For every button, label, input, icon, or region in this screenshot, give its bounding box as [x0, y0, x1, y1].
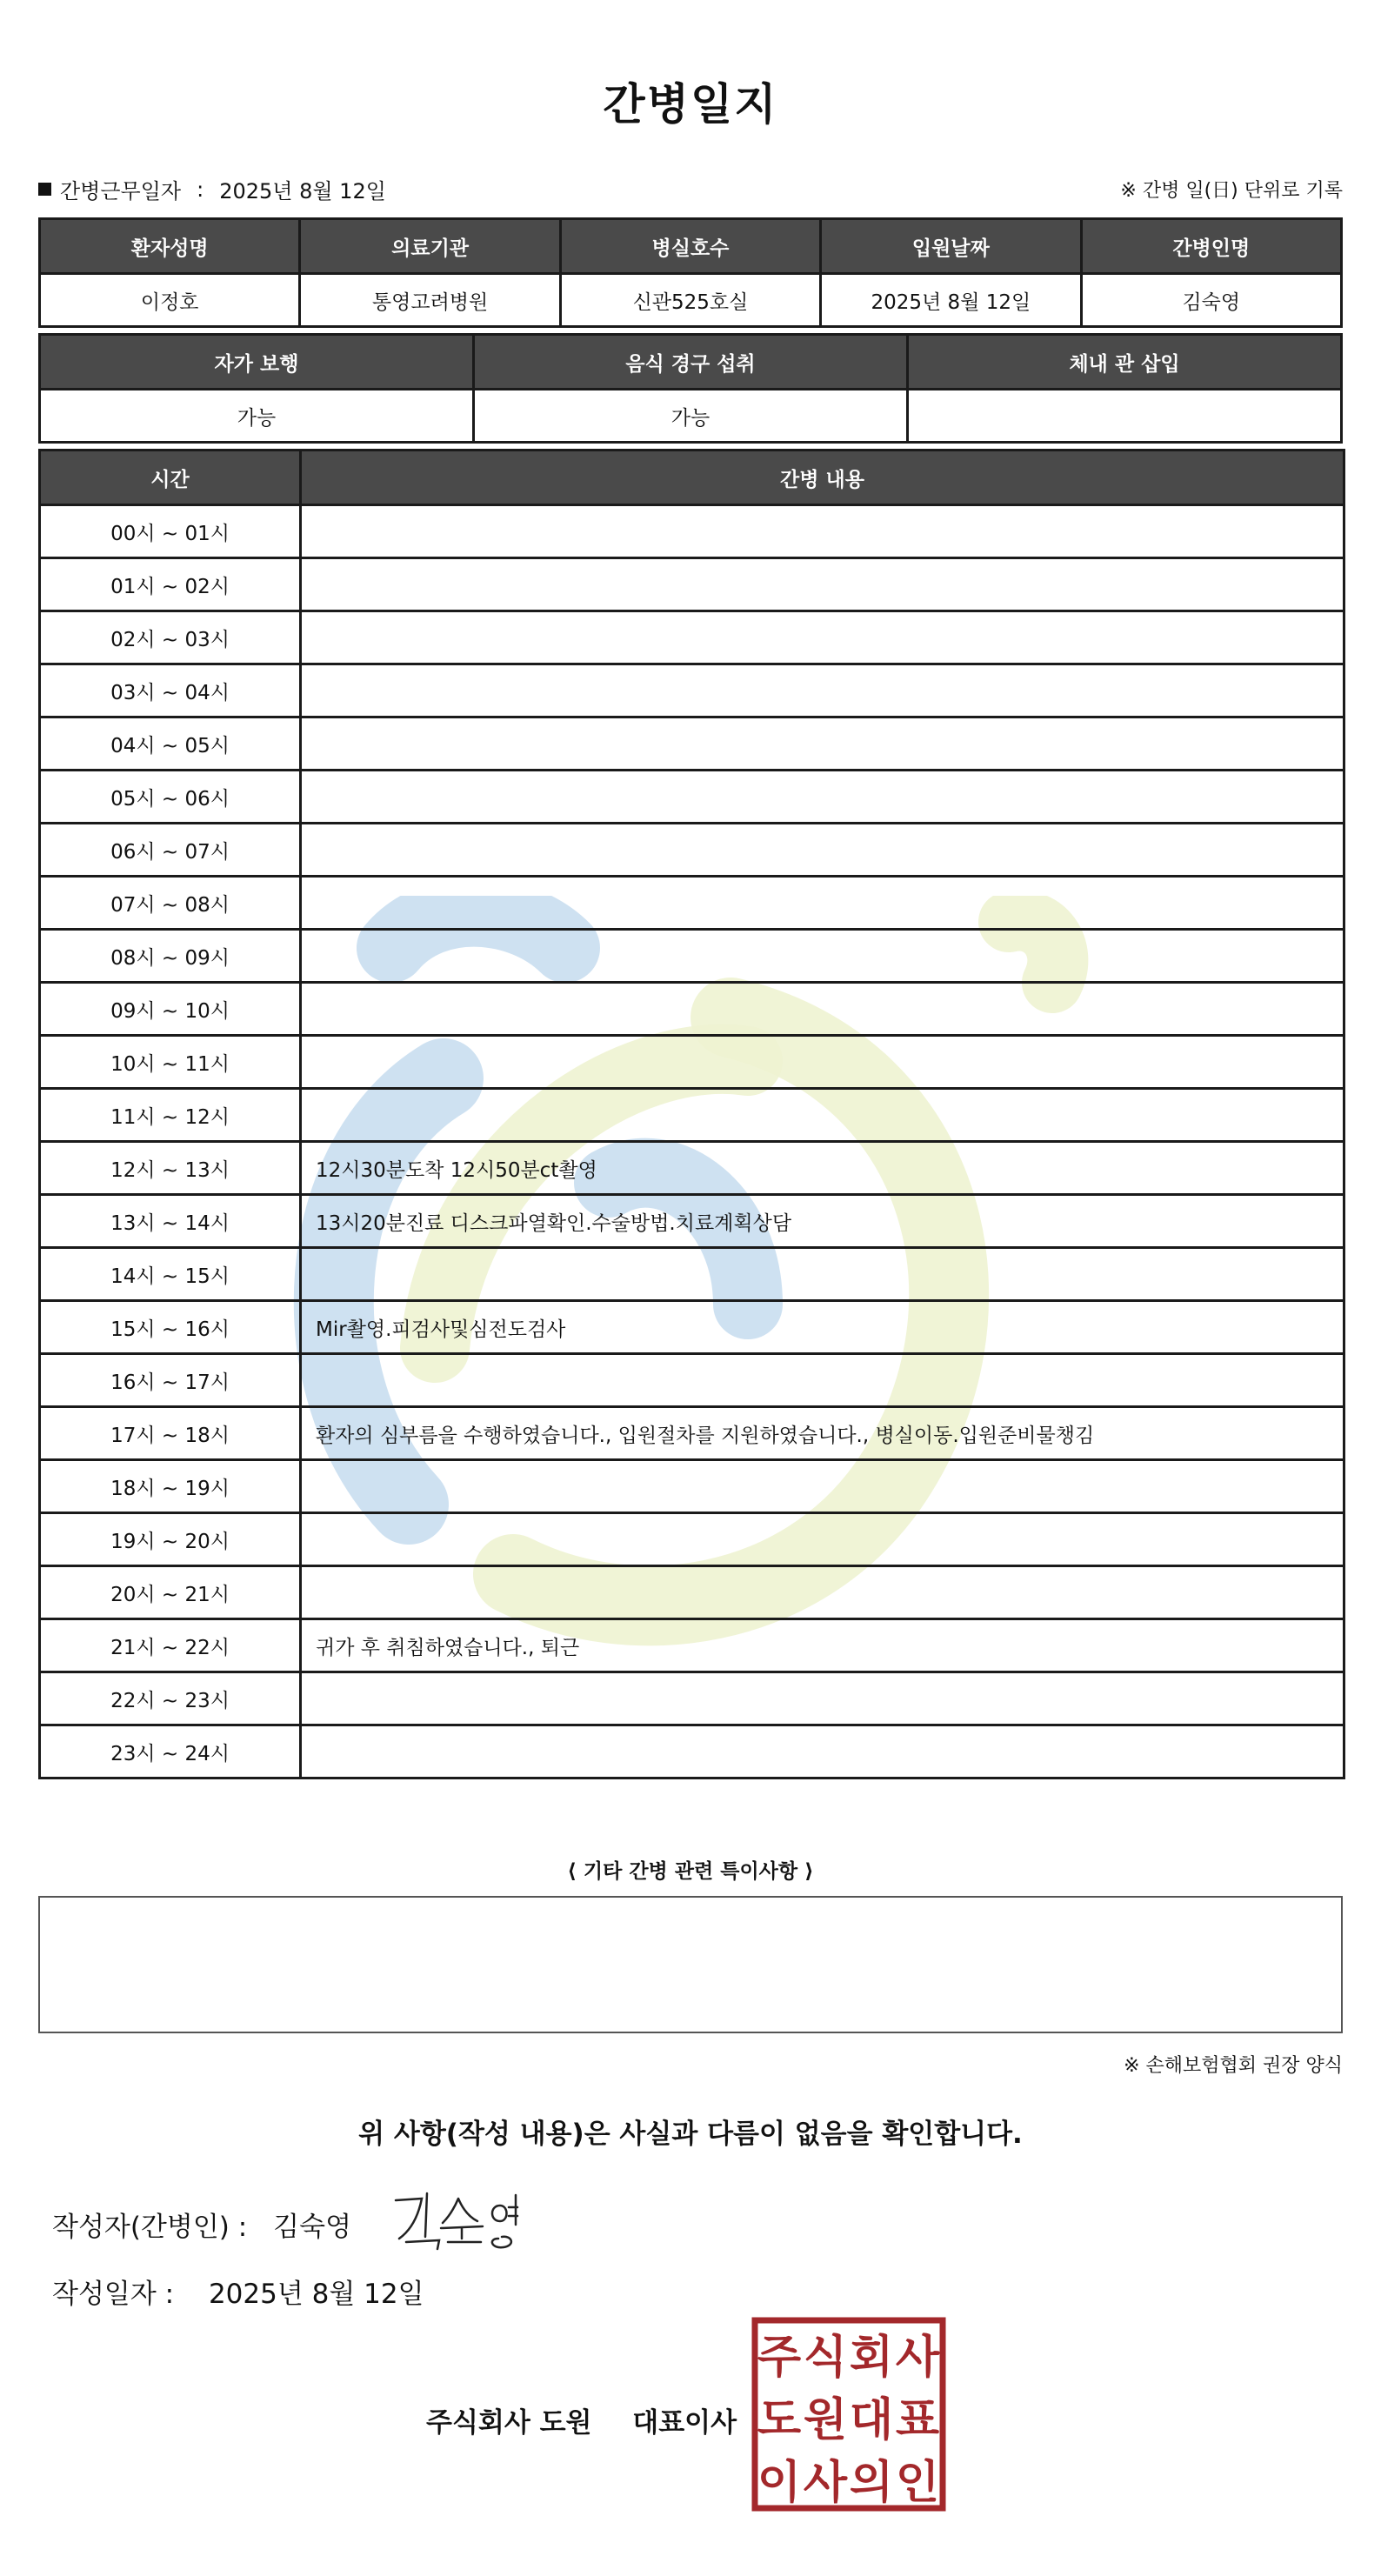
company-name: 주식회사 도원: [426, 2407, 592, 2439]
room-number: 신관525호실: [560, 274, 820, 327]
time-slot: 13시 ~ 14시: [40, 1195, 301, 1248]
header-care-content: 간병 내용: [301, 450, 1344, 505]
table-row: [40, 1248, 1344, 1301]
time-slot: 21시 ~ 22시: [40, 1619, 301, 1672]
care-content: 13시20분진료 디스크파열확인.수술방법.치료계획상담: [301, 1195, 1344, 1248]
hospital: 통영고려병원: [300, 274, 560, 327]
table-row: [40, 1566, 1344, 1619]
separator: :: [197, 177, 204, 202]
care-content: [301, 558, 1344, 611]
table-row: [40, 717, 1344, 771]
record-unit-note: ※ 간병 일(日) 단위로 기록: [1120, 180, 1343, 202]
written-date-value: 2025년 8월 12일: [208, 2279, 424, 2310]
patient-info-table: [38, 217, 1343, 328]
header-self-walking: 자가 보행: [40, 335, 474, 390]
oral-intake-value: 가능: [474, 390, 908, 443]
work-date-line: [38, 174, 386, 204]
work-date-value: 2025년 8월 12일: [219, 179, 386, 204]
svg-text:원: 원: [803, 2394, 848, 2446]
svg-text:사: 사: [803, 2457, 848, 2509]
care-content: [301, 1513, 1344, 1566]
svg-text:표: 표: [895, 2394, 940, 2446]
table-row: [40, 1195, 1344, 1248]
care-content: [301, 611, 1344, 664]
table-row: [40, 558, 1344, 611]
care-content: [301, 1725, 1344, 1779]
time-slot: 02시 ~ 03시: [40, 611, 301, 664]
writer-name: 김숙영: [273, 2212, 352, 2243]
time-slot: 23시 ~ 24시: [40, 1725, 301, 1779]
care-content: [301, 664, 1344, 717]
care-content: [301, 505, 1344, 558]
caregiver-name: 김숙영: [1081, 274, 1341, 327]
care-log-table: [38, 449, 1345, 1779]
header-oral-intake: 음식 경구 섭취: [474, 335, 908, 390]
handwritten-signature: [387, 2181, 544, 2251]
header-time: 시간: [40, 450, 301, 505]
table-row: [40, 1460, 1344, 1513]
patient-name: 이정호: [40, 274, 300, 327]
time-slot: 12시 ~ 13시: [40, 1142, 301, 1195]
svg-text:인: 인: [895, 2457, 940, 2509]
time-slot: 05시 ~ 06시: [40, 771, 301, 824]
confirmation-statement: 위 사항(작성 내용)은 사실과 다름이 없음을 확인합니다.: [358, 2119, 1023, 2150]
time-slot: 06시 ~ 07시: [40, 824, 301, 877]
care-content: [301, 1248, 1344, 1301]
table-row: [40, 824, 1344, 877]
table-row: [40, 1089, 1344, 1142]
table-row: [40, 1725, 1344, 1779]
remarks-box: [38, 1896, 1343, 2033]
table-row: [40, 1513, 1344, 1566]
svg-text:도: 도: [757, 2394, 802, 2446]
table-row: [40, 1036, 1344, 1089]
care-content: [301, 1672, 1344, 1725]
care-content: [301, 717, 1344, 771]
time-slot: 19시 ~ 20시: [40, 1513, 301, 1566]
time-slot: 14시 ~ 15시: [40, 1248, 301, 1301]
abilities-table: [38, 333, 1343, 444]
care-content: [301, 1036, 1344, 1089]
care-content: [301, 877, 1344, 930]
header-caregiver: 간병인명: [1081, 219, 1341, 274]
table-row: [40, 505, 1344, 558]
care-content: 귀가 후 취침하였습니다., 퇴근: [301, 1619, 1344, 1672]
table-row: [40, 1407, 1344, 1460]
table-row: [40, 611, 1344, 664]
table-row: [40, 1301, 1344, 1354]
time-slot: 01시 ~ 02시: [40, 558, 301, 611]
writer-line: [52, 2205, 351, 2244]
company-seal-stamp: [751, 2317, 946, 2512]
time-slot: 09시 ~ 10시: [40, 983, 301, 1036]
time-slot: 08시 ~ 09시: [40, 930, 301, 983]
care-content: 12시30분도착 12시50분ct촬영: [301, 1142, 1344, 1195]
care-content: [301, 1566, 1344, 1619]
time-slot: 11시 ~ 12시: [40, 1089, 301, 1142]
time-slot: 00시 ~ 01시: [40, 505, 301, 558]
care-content: [301, 930, 1344, 983]
bullet-square-icon: [38, 183, 51, 196]
time-slot: 10시 ~ 11시: [40, 1036, 301, 1089]
header-admission-date: 입원날짜: [821, 219, 1081, 274]
svg-text:사: 사: [895, 2332, 940, 2384]
admission-date: 2025년 8월 12일: [821, 274, 1081, 327]
header-tube-insertion: 체내 관 삽입: [908, 335, 1342, 390]
time-slot: 07시 ~ 08시: [40, 877, 301, 930]
care-content: [301, 1354, 1344, 1407]
care-content: [301, 1460, 1344, 1513]
care-content: [301, 771, 1344, 824]
header-patient-name: 환자성명: [40, 219, 300, 274]
time-slot: 17시 ~ 18시: [40, 1407, 301, 1460]
table-row: [40, 771, 1344, 824]
form-source-note: ※ 손해보험협회 권장 양식: [1124, 2055, 1343, 2077]
company-line: [426, 2400, 737, 2439]
document-title: 간병일지: [603, 79, 778, 130]
care-content: [301, 824, 1344, 877]
table-row: [40, 1672, 1344, 1725]
care-content: 환자의 심부름을 수행하였습니다., 입원절차를 지원하였습니다., 병실이동.입원준비물챙김: [301, 1407, 1344, 1460]
written-date-label: 작성일자 :: [52, 2279, 175, 2310]
svg-text:주: 주: [757, 2332, 802, 2384]
care-content: [301, 983, 1344, 1036]
table-row: [40, 1142, 1344, 1195]
svg-text:의: 의: [849, 2457, 894, 2509]
table-row: [40, 664, 1344, 717]
self-walking-value: 가능: [40, 390, 474, 443]
table-row: [40, 1354, 1344, 1407]
time-slot: 18시 ~ 19시: [40, 1460, 301, 1513]
svg-text:회: 회: [849, 2332, 894, 2384]
representative-title: 대표이사: [632, 2407, 737, 2439]
work-date-label: 간병근무일자: [60, 179, 182, 204]
table-row: [40, 877, 1344, 930]
time-slot: 15시 ~ 16시: [40, 1301, 301, 1354]
header-room: 병실호수: [560, 219, 820, 274]
table-row: [40, 930, 1344, 983]
time-slot: 04시 ~ 05시: [40, 717, 301, 771]
care-content: [301, 1089, 1344, 1142]
time-slot: 22시 ~ 23시: [40, 1672, 301, 1725]
table-row: [40, 1619, 1344, 1672]
time-slot: 20시 ~ 21시: [40, 1566, 301, 1619]
svg-text:식: 식: [803, 2332, 848, 2384]
care-content: Mir촬영.피검사및심전도검사: [301, 1301, 1344, 1354]
care-log-body: [40, 505, 1344, 1779]
table-row: [40, 983, 1344, 1036]
time-slot: 16시 ~ 17시: [40, 1354, 301, 1407]
time-slot: 03시 ~ 04시: [40, 664, 301, 717]
remarks-title: ⟨ 기타 간병 관련 특이사항 ⟩: [567, 1860, 814, 1883]
svg-text:이: 이: [757, 2457, 802, 2509]
written-date-line: [52, 2272, 424, 2311]
writer-label: 작성자(간병인) :: [52, 2212, 248, 2243]
header-hospital: 의료기관: [300, 219, 560, 274]
tube-insertion-value: [908, 390, 1342, 443]
svg-text:대: 대: [849, 2394, 894, 2446]
